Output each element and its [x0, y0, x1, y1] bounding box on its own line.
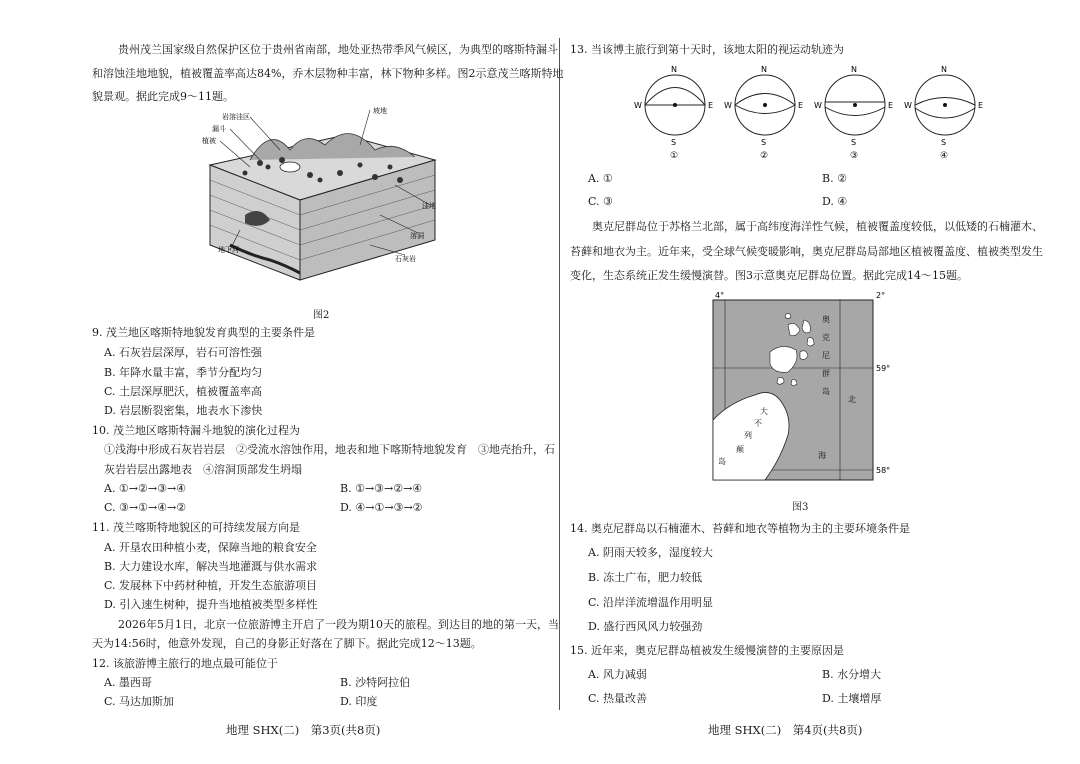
- svg-text:尼: 尼: [822, 351, 830, 360]
- q12-option-a[interactable]: A. 墨西哥: [104, 676, 152, 689]
- q9-option-b[interactable]: B. 年降水量丰富，季节分配均匀: [104, 366, 263, 379]
- q15-option-d[interactable]: D. 土壤增厚: [822, 692, 882, 705]
- page-4: [560, 0, 1080, 764]
- q13-option-d[interactable]: D. ④: [822, 195, 848, 208]
- svg-text:列: 列: [744, 431, 752, 440]
- svg-text:S: S: [671, 138, 677, 147]
- svg-text:S: S: [941, 138, 947, 147]
- label-karst-depression: 岩溶洼区: [222, 113, 250, 121]
- svg-text:N: N: [851, 65, 857, 74]
- label-cave: 溶洞: [410, 232, 424, 240]
- q13-option-a[interactable]: A. ①: [588, 172, 613, 185]
- q14-option-d[interactable]: D. 盛行西风风力较强劲: [588, 620, 703, 633]
- label-vegetation: 植被: [202, 137, 216, 145]
- q10-option-b[interactable]: B. ①→③→②→④: [340, 482, 423, 495]
- q14-stem: 14. 奥克尼群岛以石楠灌木、苔藓和地衣等植物为主的主要环境条件是: [570, 522, 910, 535]
- q13-stem: 13. 当该博主旅行到第十天时，该地太阳的视运动轨迹为: [570, 43, 844, 56]
- svg-text:①: ①: [670, 151, 679, 161]
- figure-2-caption: 图2: [313, 310, 330, 321]
- q10-stem: 10. 茂兰地区喀斯特漏斗地貌的演化过程为: [92, 424, 300, 437]
- svg-text:群: 群: [822, 369, 830, 378]
- lat-58-label: 58°: [876, 466, 891, 475]
- svg-text:W: W: [904, 101, 912, 110]
- q12-option-b[interactable]: B. 沙特阿拉伯: [340, 676, 411, 689]
- q14-option-c[interactable]: C. 沿岸洋流增温作用明显: [588, 596, 714, 609]
- label-sinkhole: 漏斗: [212, 125, 226, 133]
- q14-option-a[interactable]: A. 阴雨天较多，湿度较大: [588, 546, 713, 559]
- q12-option-d[interactable]: D. 印度: [340, 695, 378, 708]
- svg-text:③: ③: [850, 151, 859, 161]
- q9-stem: 9. 茂兰地区喀斯特地貌发育典型的主要条件是: [92, 326, 315, 339]
- svg-text:W: W: [634, 101, 642, 110]
- q10-option-d[interactable]: D. ④→①→③→②: [340, 501, 423, 514]
- svg-text:W: W: [724, 101, 732, 110]
- sun-path-diagrams: [630, 62, 1050, 162]
- svg-text:N: N: [671, 65, 677, 74]
- svg-text:E: E: [888, 101, 894, 110]
- svg-text:岛: 岛: [718, 457, 726, 466]
- figure-3-caption: 图3: [792, 502, 809, 513]
- svg-text:N: N: [761, 65, 767, 74]
- svg-text:海: 海: [818, 451, 826, 460]
- page-3-footer: 地理 SHX(二) 第3页(共8页): [226, 723, 381, 737]
- q11-stem: 11. 茂兰喀斯特地貌区的可持续发展方向是: [92, 521, 300, 534]
- svg-text:E: E: [798, 101, 804, 110]
- svg-text:④: ④: [940, 151, 949, 161]
- q15-option-c[interactable]: C. 热量改善: [588, 692, 648, 705]
- svg-text:②: ②: [760, 151, 769, 161]
- svg-text:N: N: [941, 65, 947, 74]
- sun-path-diagram-3[interactable]: [814, 65, 893, 161]
- sun-path-diagram-2[interactable]: [724, 65, 803, 161]
- svg-text:北: 北: [848, 395, 856, 404]
- intro-line-3: 貌景观。据此完成9～11题。: [92, 90, 234, 103]
- lat-59-label: 59°: [876, 364, 891, 373]
- label-depression: 洼地: [422, 202, 436, 210]
- q11-option-d[interactable]: D. 引入速生树种，提升当地植被类型多样性: [104, 598, 318, 611]
- intro-12-line-2: 天为14:56时，他意外发现，自己的身影正好落在了脚下。据此完成12～13题。: [92, 637, 482, 650]
- label-underground-river: 地下河: [218, 246, 239, 254]
- q9-option-d[interactable]: D. 岩层断裂密集，地表水下渗快: [104, 404, 263, 417]
- svg-text:岛: 岛: [822, 387, 830, 396]
- q12-stem: 12. 该旅游博主旅行的地点最可能位于: [92, 657, 278, 670]
- svg-text:S: S: [761, 138, 767, 147]
- orkney-map: [700, 290, 900, 490]
- intro-12-line-1: 2026年5月1日，北京一位旅游博主开启了一段为期10天的旅程。到达目的地的第一天，当: [118, 618, 559, 631]
- q11-option-b[interactable]: B. 大力建设水库，解决当地灌溉与供水需求: [104, 560, 318, 573]
- q13-option-c[interactable]: C. ③: [588, 195, 613, 208]
- svg-text:颠: 颠: [736, 445, 744, 454]
- page-4-footer: 地理 SHX(二) 第4页(共8页): [708, 723, 863, 737]
- svg-text:不: 不: [754, 419, 762, 428]
- q14-option-b[interactable]: B. 冻土广布，肥力较低: [588, 571, 703, 584]
- lon-2-label: 2°: [876, 291, 886, 300]
- intro-14-line-1: 奥克尼群岛位于苏格兰北部，属于高纬度海洋性气候，植被覆盖度较低，以低矮的石楠灌木、: [592, 220, 1043, 233]
- svg-text:奥: 奥: [822, 315, 830, 324]
- q9-option-c[interactable]: C. 土层深厚肥沃，植被覆盖率高: [104, 385, 263, 398]
- q10-option-c[interactable]: C. ③→①→④→②: [104, 501, 187, 514]
- svg-text:W: W: [814, 101, 822, 110]
- q15-option-b[interactable]: B. 水分增大: [822, 668, 882, 681]
- label-limestone: 石灰岩: [395, 255, 416, 263]
- label-slope: 坡地: [373, 107, 387, 115]
- intro-line-1: 贵州茂兰国家级自然保护区位于贵州省南部，地处亚热带季风气候区，为典型的喀斯特漏斗: [118, 43, 558, 56]
- q10-stem-line-3: 灰岩岩层出露地表 ④溶洞顶部发生坍塌: [104, 463, 302, 476]
- q15-option-a[interactable]: A. 风力减弱: [588, 668, 647, 681]
- sun-path-diagram-4[interactable]: [904, 65, 983, 161]
- intro-line-2: 和溶蚀洼地地貌，植被覆盖率高达84%，乔木层物种丰富，林下物种多样。图2示意茂兰喀斯特地: [92, 67, 564, 80]
- q10-stem-line-2: ①浅海中形成石灰岩岩层 ②受流水溶蚀作用，地表和地下喀斯特地貌发育 ③地壳抬升，石: [104, 443, 555, 456]
- intro-14-line-2: 苔藓和地衣为主。近年来，受全球气候变暖影响，奥克尼群岛局部地区植被覆盖度、植被类型发生: [570, 245, 1043, 258]
- q10-option-a[interactable]: A. ①→②→③→④: [104, 482, 187, 495]
- q11-option-c[interactable]: C. 发展林下中药材种植，开发生态旅游项目: [104, 579, 318, 592]
- svg-text:大: 大: [760, 407, 768, 416]
- svg-text:克: 克: [822, 333, 830, 342]
- svg-text:E: E: [978, 101, 984, 110]
- q9-option-a[interactable]: A. 石灰岩层深厚，岩石可溶性强: [104, 346, 262, 359]
- lon-4-label: 4°: [715, 291, 725, 300]
- sun-path-diagram-1[interactable]: [634, 65, 713, 161]
- q15-stem: 15. 近年来，奥克尼群岛植被发生缓慢演替的主要原因是: [570, 644, 844, 657]
- q11-option-a[interactable]: A. 开垦农田种植小麦，保障当地的粮食安全: [104, 541, 317, 554]
- q13-option-b[interactable]: B. ②: [822, 172, 847, 185]
- svg-text:E: E: [708, 101, 714, 110]
- q12-option-c[interactable]: C. 马达加斯加: [104, 695, 175, 708]
- intro-14-line-3: 变化，生态系统正发生缓慢演替。图3示意奥克尼群岛位置。据此完成14～15题。: [570, 269, 968, 282]
- karst-block-diagram: [190, 105, 450, 305]
- svg-text:S: S: [851, 138, 857, 147]
